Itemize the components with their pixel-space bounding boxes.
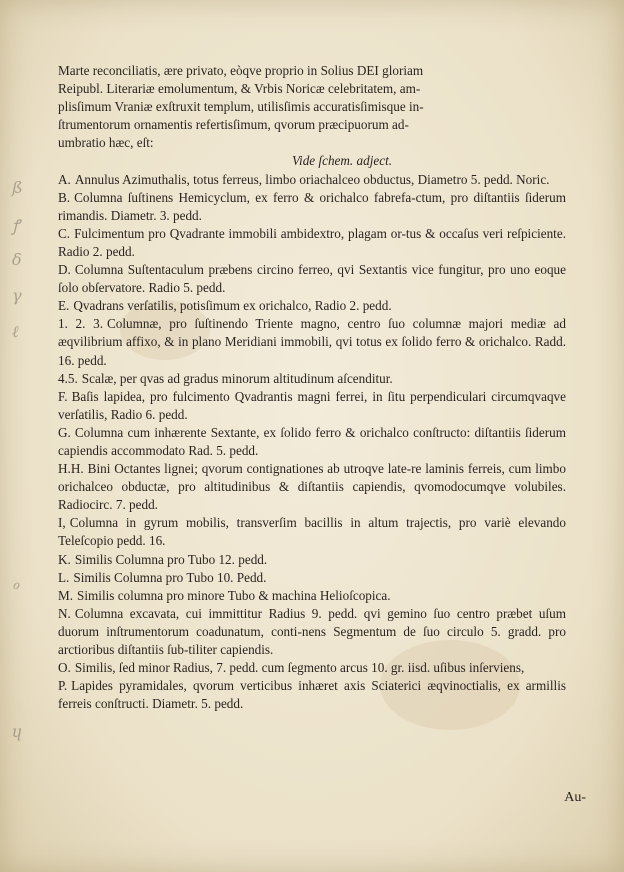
list-item <box>58 189 566 225</box>
intro-paragraph <box>58 62 566 152</box>
entry-key: I, <box>58 515 66 531</box>
entry-text: Fulcimentum pro Qvadrante immobili ambidextro, plagam or-tus & occaſus veri reſpiciente. Radio 2. pedd. <box>58 225 566 259</box>
document-body <box>58 62 566 713</box>
entry-text: Columnæ, pro ſuſtinendo Triente magno, centro ſuo columnæ majori mediæ ad æqvilibrium affixo, & in plano Meridiani immobili, qvi totus ex ſolido ferro & orichalco. Radd. 16. pedd. <box>58 316 566 368</box>
entry-text: Scalæ, per qvas ad gradus minorum altitudinum aſcenditur. <box>81 370 393 386</box>
intro-line: Marte reconciliatis, ære privato, eòqve proprio in Solius DEI gloriam <box>58 63 424 78</box>
entry-key: B. <box>58 189 71 205</box>
margin-annotation: ɥ <box>12 722 23 741</box>
entry-key: G. <box>58 424 71 440</box>
intro-line: umbratio hæc, eſt: <box>58 135 154 151</box>
list-item <box>58 370 566 388</box>
entry-text: Bini Octantes lignei; qvorum contignationes ab utroqve late-re laminis ferreis, cum limbo orichalceo obductæ, pro altitudinibus & diſtantiis capiendis, qvomodocumqve volubiles. Radiocirc. 7. pedd. <box>58 461 566 513</box>
entry-key: C. <box>58 225 71 241</box>
entry-text: Similis Columna pro Tubo 12. pedd. <box>74 551 268 567</box>
list-item <box>58 388 566 424</box>
entry-text: Columna ſuſtinens Hemicyclum, ex ferro & orichalco fabrefa-ctum, pro diſtantiis ſiderum rimandis. Diametr. 3. pedd. <box>58 189 566 223</box>
entry-key: 1. 2. 3. <box>58 316 103 332</box>
entry-text: Columna cum inhærente Sextante, ex ſolido ferro & orichalco conſtructo: diſtantiis ſiderum capiendis accommodato Rad. 5. pedd. <box>58 424 566 458</box>
entry-key: L. <box>58 569 70 585</box>
intro-line: Reipubl. Literariæ emolumentum, & Vrbis Noricæ celebritatem, am- <box>58 81 421 97</box>
entry-key: P. <box>58 678 68 694</box>
entry-text: Similis Columna pro Tubo 10. Pedd. <box>73 569 267 585</box>
entry-text: Qvadrans verſatilis, potisſimum ex orichalco, Radio 2. pedd. <box>73 298 392 314</box>
entry-text: Baſis lapidea, pro fulcimento Qvadrantis magni ferrei, in ſitu perpendiculari circumqvaqve verſatilis, Radio 6. pedd. <box>58 388 566 422</box>
list-item <box>58 551 566 569</box>
margin-annotation: ß <box>12 178 23 197</box>
list-item <box>58 225 566 261</box>
entry-text: Columna in gyrum mobilis, transverſim bacillis in altum trajectis, pro variè elevando Teleſcopio pedd. 16. <box>58 515 566 549</box>
list-item <box>58 261 566 297</box>
margin-annotation: δ <box>12 250 22 269</box>
entry-key: D. <box>58 262 71 278</box>
entry-key: M. <box>58 587 74 603</box>
figure-reference: Vide ſchem. adject. <box>291 153 393 169</box>
entry-key: K. <box>58 551 71 567</box>
entry-text: Columna Suſtentaculum præbens circino ferreo, qvi Sextantis vice fungitur, pro uno eoque ſolo obſervatore. Radio 5. pedd. <box>58 262 566 296</box>
list-item <box>58 460 566 514</box>
list-item <box>58 569 566 587</box>
margin-annotation: ℴ <box>12 574 20 593</box>
list-item <box>58 659 566 677</box>
entry-key: O. <box>58 660 71 676</box>
list-item <box>58 171 566 189</box>
entry-text: Similis, ſed minor Radius, 7. pedd. cum ſegmento arcus 10. gr. iisd. uſibus inſerviens, <box>74 660 525 676</box>
margin-annotation: ꝭ <box>12 216 20 235</box>
entry-text: Annulus Azimuthalis, totus ferreus, limbo oriachalceo obductus, Diametro 5. pedd. Noric. <box>74 171 550 187</box>
intro-line: ſtrumentorum ornamentis refertisſimum, qvorum præcipuorum ad- <box>58 117 409 133</box>
list-item <box>58 605 566 659</box>
entry-key: E. <box>58 298 70 314</box>
list-item <box>58 424 566 460</box>
list-item <box>58 297 566 315</box>
entry-text: Lapides pyramidales, qvorum verticibus inhæret axis Sciaterici æqvinoctialis, ex armillis ferreis conſtructi. Diametr. 5. pedd. <box>58 678 566 712</box>
intro-line: plisſimum Vraniæ exſtruxit templum, utilisſimis accuratisſimisque in- <box>58 99 424 115</box>
list-item <box>58 514 566 550</box>
margin-annotation: γ <box>12 286 22 305</box>
list-item <box>58 677 566 713</box>
entry-text: Columna excavata, cui immittitur Radius 9. pedd. qvi gemino ſuo centro præbet uſum duorum inſtrumentorum coadunatum, conti-nens Segmentum de ſuo circulo 5. gradd. pro arctioribus diſtantiis ſub-tiliter capiendis. <box>58 605 566 657</box>
entry-key: 4.5. <box>58 370 78 386</box>
catchword: Au- <box>564 790 586 805</box>
list-item <box>58 315 566 369</box>
entry-key: H.H. <box>58 461 84 477</box>
entry-text: Similis columna pro minore Tubo & machina Helioſcopica. <box>77 587 391 603</box>
entry-key: A. <box>58 171 71 187</box>
entry-key: F. <box>58 388 68 404</box>
list-item <box>58 587 566 605</box>
entry-key: N. <box>58 605 71 621</box>
margin-annotation: ℓ <box>12 322 19 341</box>
